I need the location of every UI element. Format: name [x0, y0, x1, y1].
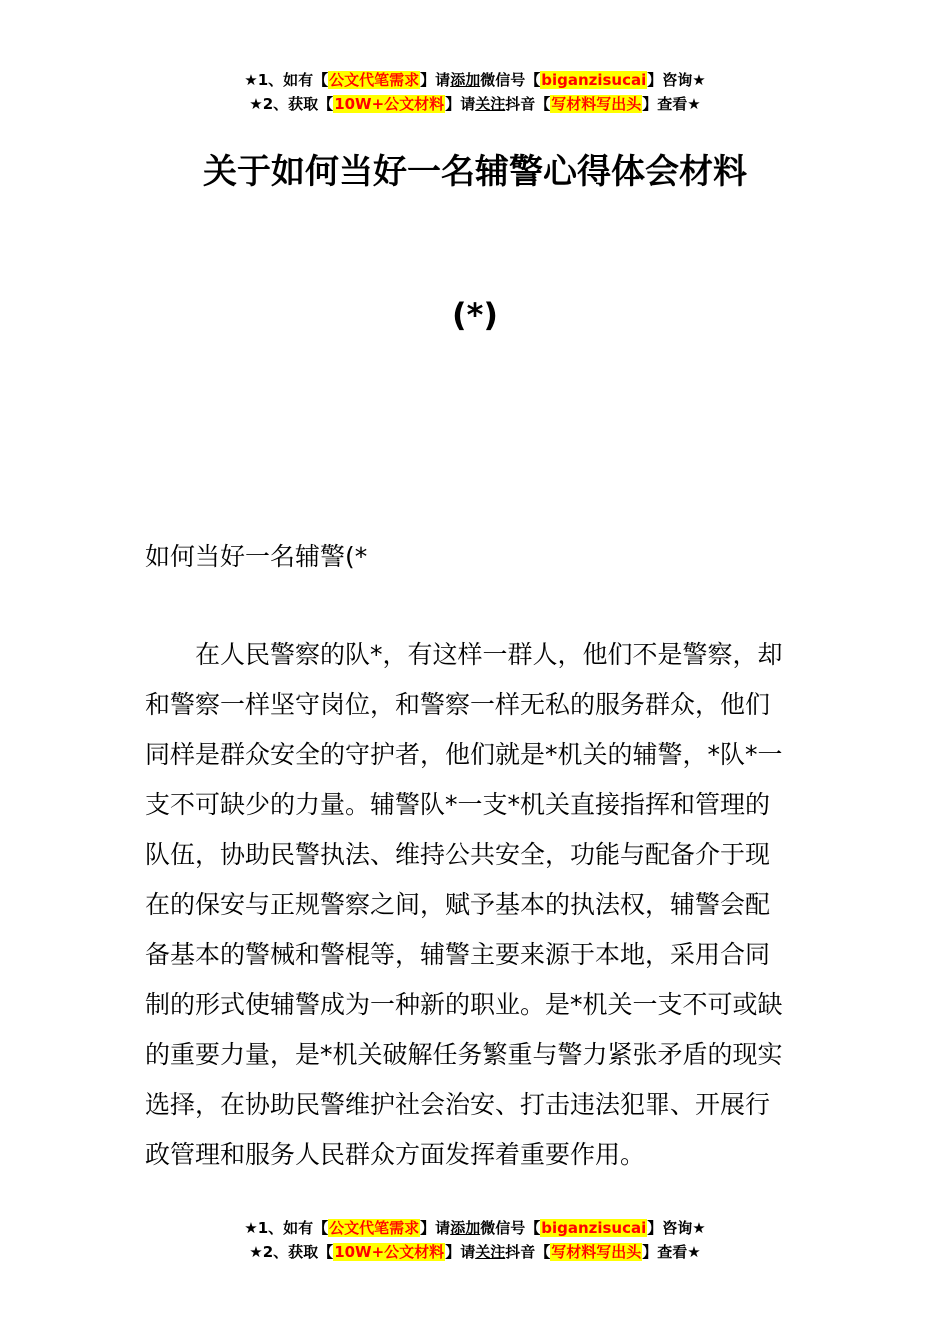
banner-line-1-underline: 添加: [450, 71, 481, 89]
document-title: 关于如何当好一名辅警心得体会材料: [203, 152, 747, 192]
bottom-banner: [0, 1216, 950, 1264]
banner-line-1-highlight-wechat: biganzisucai: [541, 71, 647, 89]
body-paragraph: [145, 630, 807, 1180]
banner-line-1: [0, 68, 950, 92]
banner-line-1-middle-2: 微信号【: [480, 71, 541, 89]
body-line: 备基本的警械和警棍等，辅警主要来源于本地，采用合同: [145, 940, 771, 969]
body-line: 和警察一样坚守岗位，和警察一样无私的服务群众，他们: [145, 690, 771, 719]
banner-line-1: [0, 1216, 950, 1240]
banner-line-2-middle: 】请: [445, 95, 476, 113]
banner-line-1-middle: 】请: [420, 71, 451, 89]
banner-line-1-highlight-service: 公文代笔需求: [329, 1219, 420, 1237]
body-line: 政管理和服务人民群众方面发挥着重要作用。: [145, 1140, 646, 1169]
banner-line-2-highlight-douyin: 写材料写出头: [551, 95, 642, 113]
banner-line-2-prefix: ★2、获取【: [249, 1243, 334, 1261]
banner-line-2-middle-2: 抖音【: [505, 1243, 551, 1261]
banner-line-1-middle: 】请: [420, 1219, 451, 1237]
body-line: 同样是群众安全的守护者，他们就是*机关的辅警，*队*一: [145, 740, 783, 769]
banner-line-2-prefix: ★2、获取【: [249, 95, 334, 113]
body-line: 的重要力量，是*机关破解任务繁重与警力紧张矛盾的现实: [145, 1040, 783, 1069]
banner-line-1-prefix: ★1、如有【: [244, 1219, 329, 1237]
body-line: 制的形式使辅警成为一种新的职业。是*机关一支不可或缺: [145, 990, 783, 1019]
banner-line-1-suffix: 】咨询★: [647, 71, 706, 89]
top-banner: [0, 68, 950, 116]
banner-line-1-prefix: ★1、如有【: [244, 71, 329, 89]
banner-line-1-underline: 添加: [450, 1219, 481, 1237]
banner-line-2-underline: 关注: [475, 95, 506, 113]
banner-line-2: [0, 1240, 950, 1264]
banner-line-2-suffix: 】查看★: [642, 1243, 701, 1261]
banner-line-2-highlight-materials: 10W+公文材料: [334, 1243, 445, 1261]
banner-line-1-highlight-wechat: biganzisucai: [541, 1219, 647, 1237]
banner-line-1-highlight-service: 公文代笔需求: [329, 71, 420, 89]
document-subtitle: (*): [452, 296, 498, 334]
banner-line-2-underline: 关注: [475, 1243, 506, 1261]
body-line: 在人民警察的队*，有这样一群人，他们不是警察，却: [195, 640, 783, 669]
banner-line-2-middle-2: 抖音【: [505, 95, 551, 113]
banner-line-2-middle: 】请: [445, 1243, 476, 1261]
body-line: 队伍，协助民警执法、维持公共安全，功能与配备介于现: [145, 840, 771, 869]
banner-line-1-middle-2: 微信号【: [480, 1219, 541, 1237]
banner-line-1-suffix: 】咨询★: [647, 1219, 706, 1237]
body-line: 支不可缺少的力量。辅警队*一支*机关直接指挥和管理的: [145, 790, 771, 819]
banner-line-2: [0, 92, 950, 116]
banner-line-2-suffix: 】查看★: [642, 95, 701, 113]
section-heading: 如何当好一名辅警(*: [145, 542, 368, 571]
body-line: 选择，在协助民警维护社会治安、打击违法犯罪、开展行: [145, 1090, 771, 1119]
banner-line-2-highlight-materials: 10W+公文材料: [334, 95, 445, 113]
banner-line-2-highlight-douyin: 写材料写出头: [551, 1243, 642, 1261]
body-line: 在的保安与正规警察之间，赋予基本的执法权，辅警会配: [145, 890, 771, 919]
